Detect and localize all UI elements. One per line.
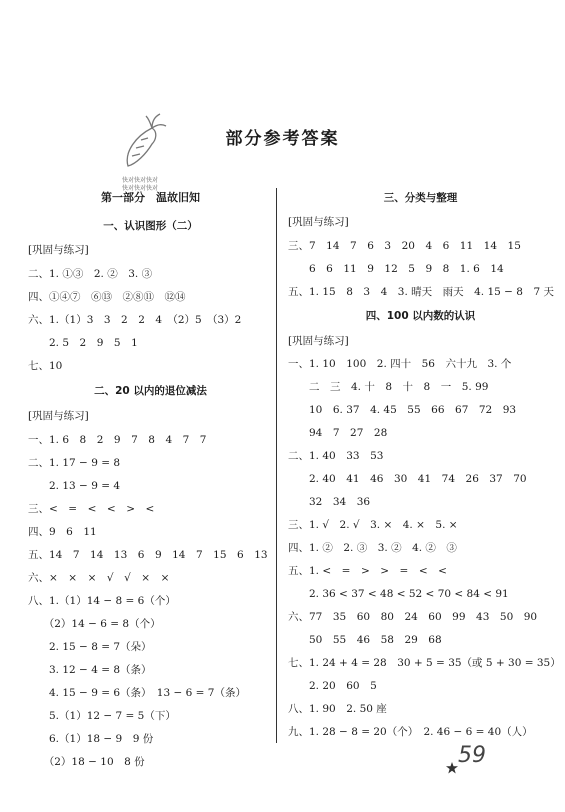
answer-line: 二、1. 17 − 9 = 8 xyxy=(28,457,121,469)
answer-line: 九、1. 28 − 8 = 20（个） 2. 46 − 6 = 40（人） xyxy=(288,726,533,738)
answer-line: （2）18 − 10 8 份 xyxy=(28,756,145,768)
answer-line: 二、1. ①③ 2. ② 3. ③ xyxy=(28,268,153,280)
star-icon xyxy=(446,762,458,774)
answer-line: 五、14 7 14 13 6 9 14 7 15 6 13 xyxy=(28,549,268,561)
answer-line: [巩固与练习] xyxy=(288,335,349,347)
section-title-3: 三、分类与整理 xyxy=(383,192,458,204)
part-title: 第一部分 温故旧知 xyxy=(101,191,200,204)
answer-line: 五、1. < = > > = < < xyxy=(288,565,447,577)
answer-line: [巩固与练习] xyxy=(28,410,89,422)
answer-line: 10 6. 37 4. 45 55 66 67 72 93 xyxy=(288,404,517,416)
answer-line: 2. 20 60 5 xyxy=(288,680,377,692)
answer-line: 4. 15 − 9 = 6（条） 13 − 6 = 7（条） xyxy=(28,687,246,699)
answer-line: 一、1. 10 100 2. 四十 56 六十九 3. 个 xyxy=(288,358,512,370)
answer-line: 6.（1）18 − 9 9 份 xyxy=(28,733,154,745)
answer-line: 50 55 46 58 29 68 xyxy=(288,634,442,646)
answer-line: 2. 13 − 9 = 4 xyxy=(28,480,121,492)
answer-line: 六、× × × √ √ × × xyxy=(28,572,170,584)
answer-line: 三、7 14 7 6 3 20 4 6 11 14 15 xyxy=(288,240,521,252)
answer-line: 四、1. ② 2. ③ 3. ② 4. ② ③ xyxy=(288,542,457,554)
answer-line: 二、1. 40 33 53 xyxy=(288,450,384,462)
column-divider xyxy=(276,188,277,743)
section-title-2: 二、20 以内的退位减法 xyxy=(94,385,207,397)
answer-line: （2）14 − 6 = 8（个） xyxy=(28,618,161,630)
answer-line: 三、< = < < > < xyxy=(28,503,155,515)
answer-line: [巩固与练习] xyxy=(288,216,349,228)
answer-line: 5.（1）12 − 7 = 5（下） xyxy=(28,710,176,722)
answer-line: 六、1.（1）3 3 2 2 4 （2）5 （3）2 xyxy=(28,314,242,326)
answer-line: 2. 5 2 9 5 1 xyxy=(28,337,138,349)
page-title: 部分参考答案 xyxy=(225,129,340,149)
answer-line: 三、1. √ 2. √ 3. × 4. × 5. × xyxy=(288,519,458,531)
answer-line: 94 7 27 28 xyxy=(288,427,388,439)
answer-line: 2. 40 41 46 30 41 74 26 37 70 xyxy=(288,473,527,485)
answer-line: 2. 36 < 37 < 48 < 52 < 70 < 84 < 91 xyxy=(288,588,509,600)
page-number: 59 xyxy=(458,743,486,768)
answer-line: 3. 12 − 4 = 8（条） xyxy=(28,664,152,676)
answer-line: 二 三 4. 十 8 十 8 一 5. 99 xyxy=(288,381,489,393)
answer-line: 32 34 36 xyxy=(288,496,371,508)
answer-line: 八、1.（1）14 − 8 = 6（个） xyxy=(28,595,176,607)
answer-line: 2. 15 − 8 = 7（朵） xyxy=(28,641,152,653)
logo-text-2: 快对快对快对 xyxy=(122,185,159,192)
logo-text-1: 快对快对快对 xyxy=(122,177,159,184)
answer-line: 七、10 xyxy=(28,360,63,372)
answer-line: 八、1. 90 2. 50 座 xyxy=(288,703,387,715)
answer-line: 七、1. 24 + 4 = 28 30 + 5 = 35（或 5 + 30 = 35） xyxy=(288,657,561,669)
answer-line: 六、77 35 60 80 24 60 99 43 50 90 xyxy=(288,611,538,623)
answer-line: 6 6 11 9 12 5 9 8 1. 6 14 xyxy=(288,263,504,275)
answer-line: 四、①④⑦ ⑥⑬ ②⑧⑪ ⑫⑭ xyxy=(28,291,186,303)
answer-line: [巩固与练习] xyxy=(28,244,89,256)
answer-line: 五、1. 15 8 3 4 3. 晴天 雨天 4. 15 − 8 7 天 xyxy=(288,286,555,298)
section-title-4: 四、100 以内数的认识 xyxy=(365,310,476,322)
answer-line: 一、1. 6 8 2 9 7 8 4 7 7 xyxy=(28,434,207,446)
section-title-1: 一、认识图形（二） xyxy=(103,220,198,232)
answer-line: 四、9 6 11 xyxy=(28,526,97,538)
